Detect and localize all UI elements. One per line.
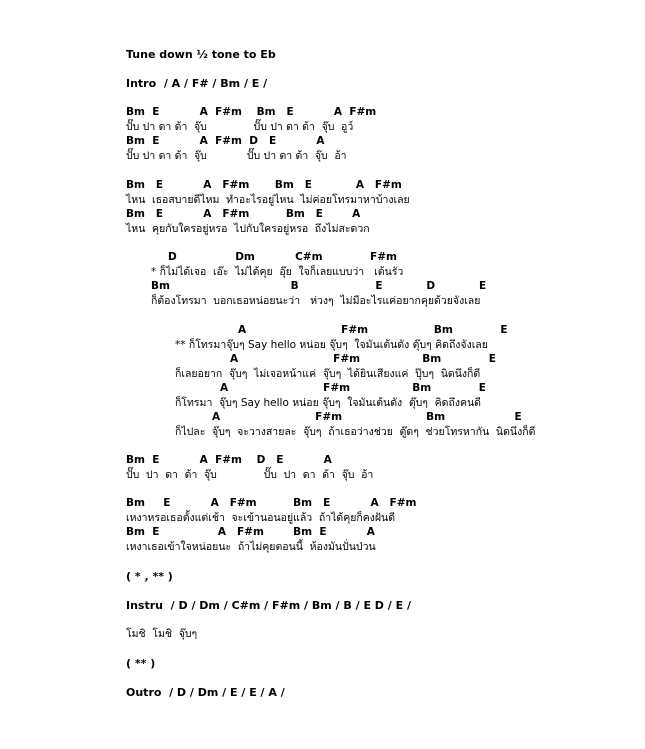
chorus-chords-1: A F#m Bm E xyxy=(238,324,508,336)
verse2-chords-1: Bm E A F#m Bm E A F#m xyxy=(126,179,402,191)
outro-line: Outro / D / Dm / E / E / A / xyxy=(126,686,285,699)
verse2-lyric-2: ไหน คุยกับใครอยู่หรอ ไปกับใครอยู่หรอ ถึงไม่สะดวก xyxy=(126,223,370,235)
chorus-chords-2: A F#m Bm E xyxy=(230,353,496,365)
repeat-marker-1: ( * , ** ) xyxy=(126,570,173,583)
verse2-lyric-1: ไหน เธอสบายดีไหม ทำอะไรอยู่ไหน ไม่ค่อยโทรมาหาบ้างเลย xyxy=(126,194,410,206)
prechorus-chords-2: Bm B E D E xyxy=(151,280,487,292)
prechorus-lyric-2: ก็ต้องโทรมา บอกเธอหน่อยนะว่า ห่วงๆ ไม่มีอะไรแค่อยากคุยด้วยจังเลย xyxy=(151,295,481,307)
verse3-lyric-1: ปั๊บ ปา ดา ด้า จุ๊บ ปั๊บ ปา ดา ด้า จุ๊บ อ้า xyxy=(126,469,374,481)
tuning-line: Tune down ½ tone to Eb xyxy=(126,48,276,61)
prechorus-lyric-1: * ก็ไม่ได้เจอ เอ๊ะ ไม่ได้คุย อุ๊ย ใจก็เลยแบบว่า เต้นรัว xyxy=(151,266,404,278)
chorus-lyric-4: ก็ไปละ จุ๊บๆ จะวางสายละ จุ๊บๆ ถ้าเธอว่างช่วย ตู๊ดๆ ช่วยโทรหากัน นิดนึงก็ดี xyxy=(175,426,536,438)
intro-line: Intro / A / F# / Bm / E / xyxy=(126,77,268,90)
verse2-chords-2: Bm E A F#m Bm E A xyxy=(126,208,361,220)
chorus-lyric-3: ก็โทรมา จุ๊บๆ Say hello หน่อย จุ๊บๆ ใจมันเต้นดัง ตุ๊บๆ คิดถึงคนดี xyxy=(175,397,481,409)
prechorus-chords-1: D Dm C#m F#m xyxy=(168,251,397,263)
verse4-lyric-2: เหงาเธอเข้าใจหน่อยนะ ถ้าไม่คุยตอนนี้ ห้องมันปั่นป่วน xyxy=(126,541,376,553)
chorus-lyric-2: ก็เลยอยาก จุ๊บๆ ไม่เจอหน้าแค่ จุ๊บๆ ได้ยินเสียงแค่ ปุ๊บๆ นิดนึงก็ดี xyxy=(175,368,481,380)
repeat-marker-2: ( ** ) xyxy=(126,657,156,670)
verse4-chords-2: Bm E A F#m Bm E A xyxy=(126,526,375,538)
chorus-lyric-1: ** ก็โทรมาจุ๊บๆ Say hello หน่อย จุ๊บๆ ใจมันเต้นดัง ตุ๊บๆ คิดถึงจังเลย xyxy=(175,339,488,351)
chorus-chords-3: A F#m Bm E xyxy=(220,382,486,394)
verse3-chords-1: Bm E A F#m D E A xyxy=(126,454,332,466)
verse1-lyric-1: ปั๊บ ปา ดา ด้า จุ๊บ ปั๊บ ปา ดา ด้า จุ๊บ อูว์ xyxy=(126,121,354,133)
verse1-chords-2: Bm E A F#m D E A xyxy=(126,135,325,147)
verse4-chords-1: Bm E A F#m Bm E A F#m xyxy=(126,497,417,509)
instru-line: Instru / D / Dm / C#m / F#m / Bm / B / E D / E / xyxy=(126,599,411,612)
verse1-chords-1: Bm E A F#m Bm E A F#m xyxy=(126,106,377,118)
outro-lyric: โมชิ โมชิ จุ๊บๆ xyxy=(126,628,198,640)
verse4-lyric-1: เหงาหรอเธอตั้งแต่เช้า จะเข้านอนอยู่แล้ว ถ้าได้คุยก็คงฝันดี xyxy=(126,512,396,524)
verse1-lyric-2: ปั๊บ ปา ดา ด้า จุ๊บ ปั๊บ ปา ดา ด้า จุ๊บ อ้า xyxy=(126,150,347,162)
chorus-chords-4: A F#m Bm E xyxy=(212,411,522,423)
